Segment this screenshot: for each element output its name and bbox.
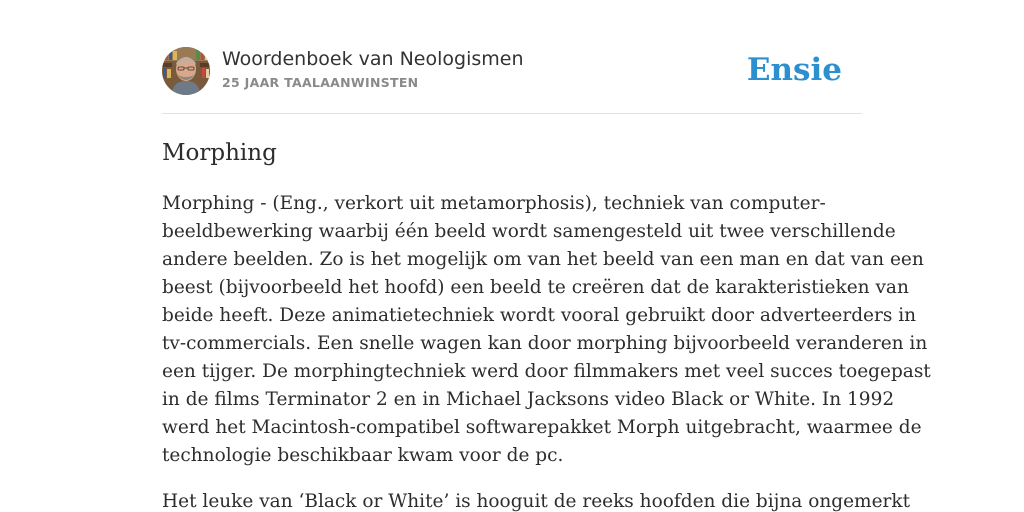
text-line: beide heeft. Deze animatietechniek wordt vooral gebruikt door adverteerders in xyxy=(162,305,917,326)
text-line: andere beelden. Zo is het mogelijk om van het beeld van een man en dat van een xyxy=(162,249,924,270)
text-line: beest (bijvoorbeeld het hoofd) een beeld te creëren dat de karakteristieken van xyxy=(162,277,909,298)
text-line: technologie beschikbaar kwam voor de pc. xyxy=(162,445,564,466)
text-line: een tijger. De morphingtechniek werd door filmmakers met veel succes toegepast xyxy=(162,361,931,382)
article-paragraph-2 xyxy=(162,488,911,512)
author-header xyxy=(162,47,862,95)
article-title: Morphing xyxy=(162,140,277,166)
text-line: in de films Terminator 2 en in Michael Jacksons video Black or White. In 1992 xyxy=(162,389,895,410)
text-line: werd het Macintosh-compatibel softwarepakket Morph uitgebracht, waarmee de xyxy=(162,417,922,438)
author-avatar[interactable] xyxy=(162,47,210,95)
author-subtitle: 25 JAAR TAALAANWINSTEN xyxy=(222,75,419,90)
text-line: Morphing - (Eng., verkort uit metamorphosis), techniek van computer- xyxy=(162,193,826,214)
article-paragraph-1 xyxy=(162,190,931,470)
header-divider xyxy=(162,113,862,114)
article-body xyxy=(162,190,931,512)
text-line: beeldbewerking waarbij één beeld wordt samengesteld uit twee verschillende xyxy=(162,221,896,242)
text-line: Het leuke van ‘Black or White’ is hooguit de reeks hoofden die bijna ongemerkt xyxy=(162,491,911,512)
author-name[interactable]: Woordenboek van Neologismen xyxy=(222,48,524,70)
ensie-logo[interactable]: Ensie xyxy=(746,52,842,88)
text-line: tv-commercials. Een snelle wagen kan door morphing bijvoorbeeld veranderen in xyxy=(162,333,928,354)
